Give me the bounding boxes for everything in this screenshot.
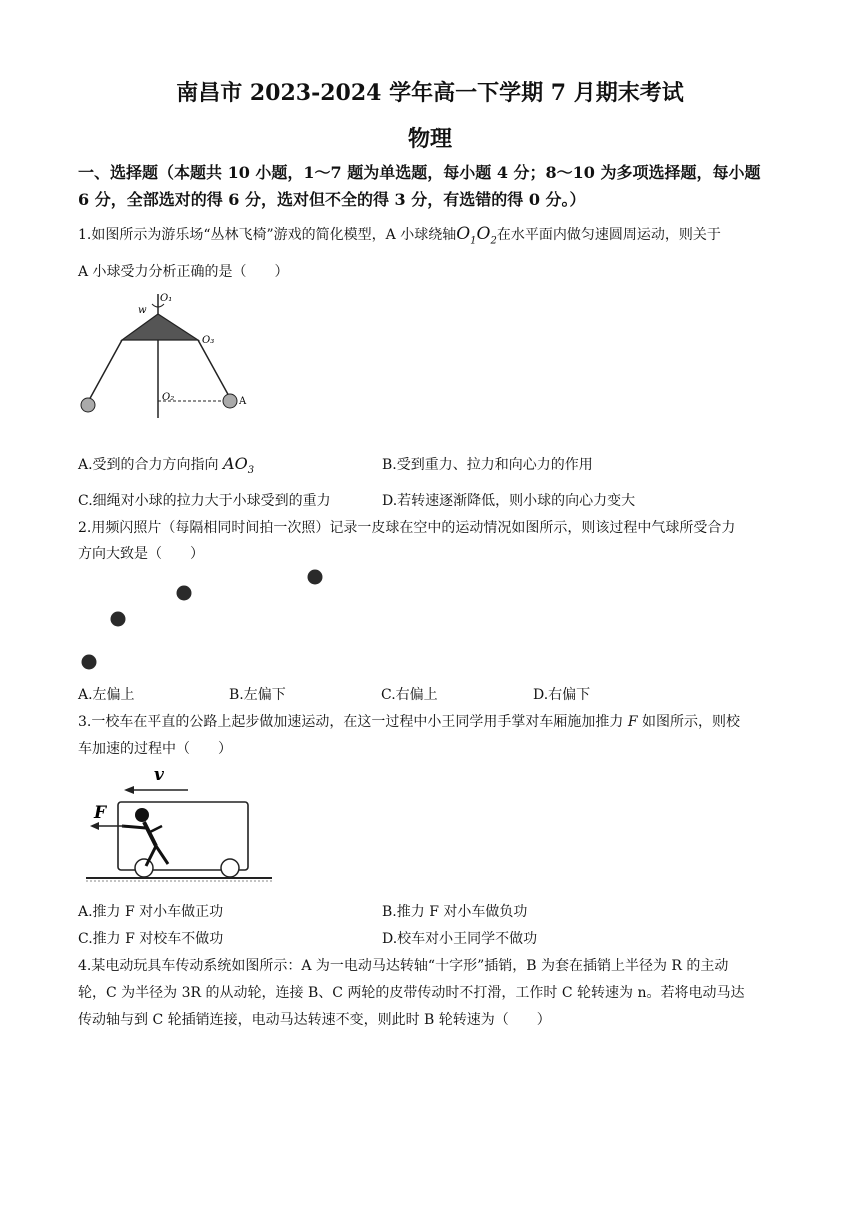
q3-label-v: v xyxy=(154,765,164,785)
q3-label-f: F xyxy=(94,803,107,823)
q1-option-b: B.受到重力、拉力和向心力的作用 xyxy=(382,457,593,473)
q1-left-ball xyxy=(81,398,95,412)
q2-ball-position-2 xyxy=(111,612,126,627)
q3-left-wheel xyxy=(135,859,153,877)
q3-person-leg-2 xyxy=(156,846,168,864)
q1-stem-part2: 在水平面内做匀速圆周运动，则关于 xyxy=(496,227,721,243)
q1-ball-a xyxy=(223,394,237,408)
q3-option-c: C.推力 F 对校车不做功 xyxy=(78,931,224,947)
q3-option-a: A.推力 F 对小车做正功 xyxy=(78,904,224,920)
q2-option-a: A.左偏上 xyxy=(78,687,135,703)
q1-option-d: D.若转速逐渐降低，则小球的向心力变大 xyxy=(382,493,636,509)
q3-person-arm-2 xyxy=(150,826,162,832)
q1-label-w: w xyxy=(138,305,147,316)
q1-label-o3: O₃ xyxy=(202,335,215,346)
q2-option-b: B.左偏下 xyxy=(229,687,286,703)
section-instructions-line2: 6 分，全部选对的得 6 分，选对但不全的得 3 分，有选错的得 0 分。） xyxy=(78,190,586,209)
q3-force-arrowhead xyxy=(90,822,99,830)
q1-axis-o1: $O_1O_2$ xyxy=(456,224,497,247)
q1-label-a: A xyxy=(239,396,247,407)
q2-ball-position-3 xyxy=(177,586,192,601)
q3-person-arm xyxy=(122,826,146,828)
q1-right-rope xyxy=(198,340,230,398)
q3-force-symbol: F xyxy=(627,714,638,730)
q3-bus-figure xyxy=(84,760,274,886)
q1-option-a: A.受到的合力方向指向 $AO_3$ xyxy=(78,454,255,477)
q1-swing-chair-figure xyxy=(72,288,262,430)
q4-stem-line3: 传动轴与到 C 轮插销连接，电动马达转速不变，则此时 B 轮转速为（ ） xyxy=(78,1012,551,1028)
q3-stem-line2: 车加速的过程中（ ） xyxy=(78,741,232,757)
q1-stem-part1: 1.如图所示为游乐场“丛林飞椅”游戏的简化模型，A 小球绕轴 xyxy=(78,227,457,243)
q1-option-a-math: $AO_3$ xyxy=(223,454,255,477)
q1-rotating-top xyxy=(122,314,198,340)
q4-stem-line2: 轮，C 为半径为 3R 的从动轮，连接 B、C 两轮的皮带传动时不打滑，工作时 C 轮转速为 n。若将电动马达 xyxy=(78,985,745,1001)
q3-velocity-arrowhead xyxy=(124,786,134,794)
q3-option-d: D.校车对小王同学不做功 xyxy=(382,931,538,947)
subject-title: 物理 xyxy=(407,126,452,152)
q1-stem-line2: A 小球受力分析正确的是（ ） xyxy=(78,264,289,280)
q2-option-c: C.右偏上 xyxy=(381,687,438,703)
q2-stem-line2: 方向大致是（ ） xyxy=(78,546,204,562)
q2-ball-position-1 xyxy=(82,655,97,670)
q1-label-o1: O₁ xyxy=(160,293,173,304)
q1-stem-line1 xyxy=(78,224,721,246)
q2-ball-position-4 xyxy=(308,570,323,585)
q4-stem-line1: 4.某电动玩具车传动系统如图所示：A 为一电动马达转轴“十字形”插销，B 为套在插销上半径为 R 的主动 xyxy=(78,958,729,974)
q3-person-head xyxy=(135,808,149,822)
exam-title: 南昌市 2023-2024 学年高一下学期 7 月期末考试 xyxy=(176,80,684,106)
q2-strobe-photo-figure xyxy=(78,562,338,677)
q3-person-torso xyxy=(144,822,156,846)
q2-stem-line1: 2.用频闪照片（每隔相同时间拍一次照）记录一皮球在空中的运动情况如图所示，则该过程中气球所受合力 xyxy=(78,520,736,536)
q2-option-d: D.右偏下 xyxy=(533,687,591,703)
q3-option-b: B.推力 F 对小车做负功 xyxy=(382,904,528,920)
q1-left-rope xyxy=(88,340,122,402)
q1-option-c: C.细绳对小球的拉力大于小球受到的重力 xyxy=(78,493,331,509)
section-instructions-line1: 一、选择题（本题共 10 小题，1～7 题为单选题，每小题 4 分；8～10 为多项选择题，每小题 xyxy=(78,163,761,182)
q3-right-wheel xyxy=(221,859,239,877)
q3-stem-line1: 3.一校车在平直的公路上起步做加速运动，在这一过程中小王同学用手掌对车厢施加推力 F 如图所示，则校 xyxy=(78,714,740,730)
q1-label-o2: O₂ xyxy=(162,392,175,403)
